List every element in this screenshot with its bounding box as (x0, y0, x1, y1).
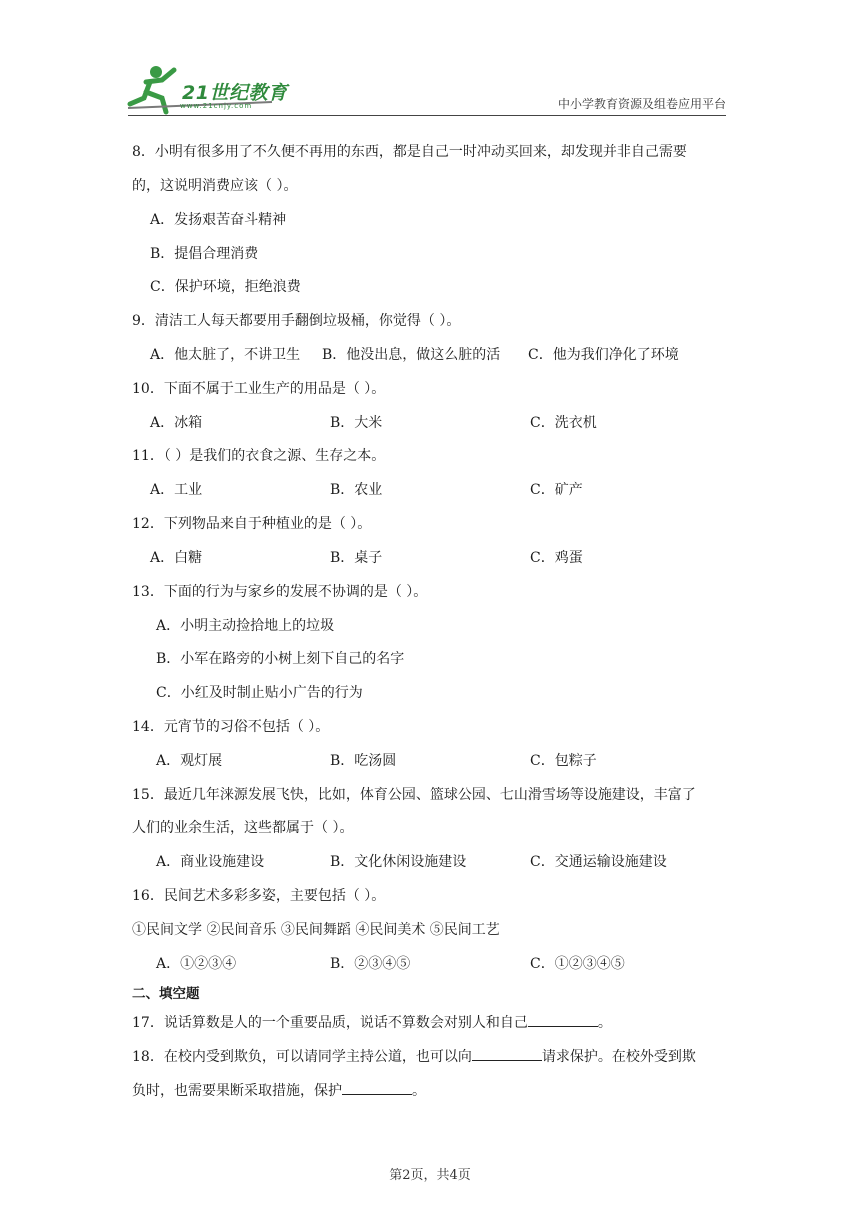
q16-option-a: A．①②③④ (156, 956, 237, 972)
header-divider (128, 115, 726, 116)
q14-stem: 14．元宵节的习俗不包括（ ）。 (132, 719, 330, 735)
q11-stem: 11．（ ）是我们的衣食之源、生存之本。 (132, 448, 386, 464)
q12-option-b: B．桌子 (330, 550, 383, 566)
q8-stem-line2: 的，这说明消费应该（ ）。 (132, 178, 298, 194)
q17-end: 。 (597, 1015, 612, 1031)
q18-text-2: 请求保护。在校外受到欺 (541, 1049, 696, 1065)
q15-option-a: A．商业设施建设 (156, 854, 265, 870)
q15-stem-line2: 人们的业余生活，这些都属于（ ）。 (132, 820, 354, 836)
q10-stem: 10．下面不属于工业生产的用品是（ ）。 (132, 381, 386, 397)
q16-items: ①民间文学 ②民间音乐 ③民间舞蹈 ④民间美术 ⑤民间工艺 (132, 922, 500, 938)
q8-option-c: C．保护环境，拒绝浪费 (150, 279, 301, 295)
q18-end: 。 (412, 1083, 426, 1099)
q16-stem: 16．民间艺术多彩多姿，主要包括（ ）。 (132, 888, 386, 904)
q10-option-a: A．冰箱 (150, 415, 203, 431)
q12-stem: 12．下列物品来自于种植业的是（ ）。 (132, 516, 372, 532)
logo-url: www.21cnjy.com (180, 102, 253, 110)
q17-line (132, 1012, 612, 1033)
q9-option-c: C．他为我们净化了环境 (528, 347, 679, 363)
q10-option-b: B．大米 (330, 415, 383, 431)
q18-text-3: 负时，也需要果断采取措施，保护 (132, 1083, 342, 1099)
q17-text: 17．说话算数是人的一个重要品质，说话不算数会对别人和自己 (132, 1015, 528, 1031)
logo-text: 21世纪教育 (182, 82, 288, 104)
q12-option-a: A．白糖 (150, 550, 203, 566)
q18-blank-2[interactable] (342, 1080, 412, 1095)
q16-option-b: B．②③④⑤ (330, 956, 411, 972)
logo (122, 62, 292, 118)
q14-option-b: B．吃汤圆 (330, 753, 397, 769)
q8-option-a: A．发扬艰苦奋斗精神 (150, 212, 287, 228)
q11-option-a: A．工业 (150, 482, 203, 498)
q15-stem-line1: 15．最近几年涞源发展飞快，比如，体育公园、篮球公园、七山滑雪场等设施建设，丰富了 (132, 787, 696, 803)
q14-option-c: C．包粽子 (530, 753, 597, 769)
q17-blank[interactable] (528, 1012, 598, 1027)
q9-stem: 9．清洁工人每天都要用手翻倒垃圾桶，你觉得（ ）。 (132, 313, 461, 329)
q18-text-1: 18．在校内受到欺负，可以请同学主持公道，也可以向 (132, 1049, 472, 1065)
page-header (0, 0, 860, 120)
q13-option-c: C．小红及时制止贴小广告的行为 (156, 685, 363, 701)
q11-option-b: B．农业 (330, 482, 383, 498)
q15-option-c: C．交通运输设施建设 (530, 854, 667, 870)
q13-stem: 13．下面的行为与家乡的发展不协调的是（ ）。 (132, 584, 428, 600)
platform-title: 中小学教育资源及组卷应用平台 (557, 97, 726, 111)
q11-option-c: C．矿产 (530, 482, 583, 498)
page-number: 第2页，共4页 (389, 1168, 471, 1183)
q13-option-b: B．小军在路旁的小树上刻下自己的名字 (156, 651, 405, 667)
q10-option-c: C．洗衣机 (530, 415, 597, 431)
q18-line1 (132, 1046, 696, 1067)
q13-option-a: A．小明主动捡拾地上的垃圾 (156, 618, 335, 634)
q14-option-a: A．观灯展 (156, 753, 223, 769)
q8-stem-line1: 8．小明有很多用了不久便不再用的东西，都是自己一时冲动买回来，却发现并非自己需要 (132, 144, 687, 160)
q9-option-a: A．他太脏了，不讲卫生 (150, 347, 301, 363)
q12-option-c: C．鸡蛋 (530, 550, 583, 566)
q16-option-c: C．①②③④⑤ (530, 956, 625, 972)
section-title-fill-blank: 二、填空题 (132, 986, 200, 1002)
q18-blank-1[interactable] (472, 1046, 542, 1061)
q15-option-b: B．文化休闲设施建设 (330, 854, 467, 870)
q9-option-b: B．他没出息，做这么脏的活 (322, 347, 501, 363)
q18-line2 (132, 1080, 426, 1101)
q8-option-b: B．提倡合理消费 (150, 246, 259, 262)
